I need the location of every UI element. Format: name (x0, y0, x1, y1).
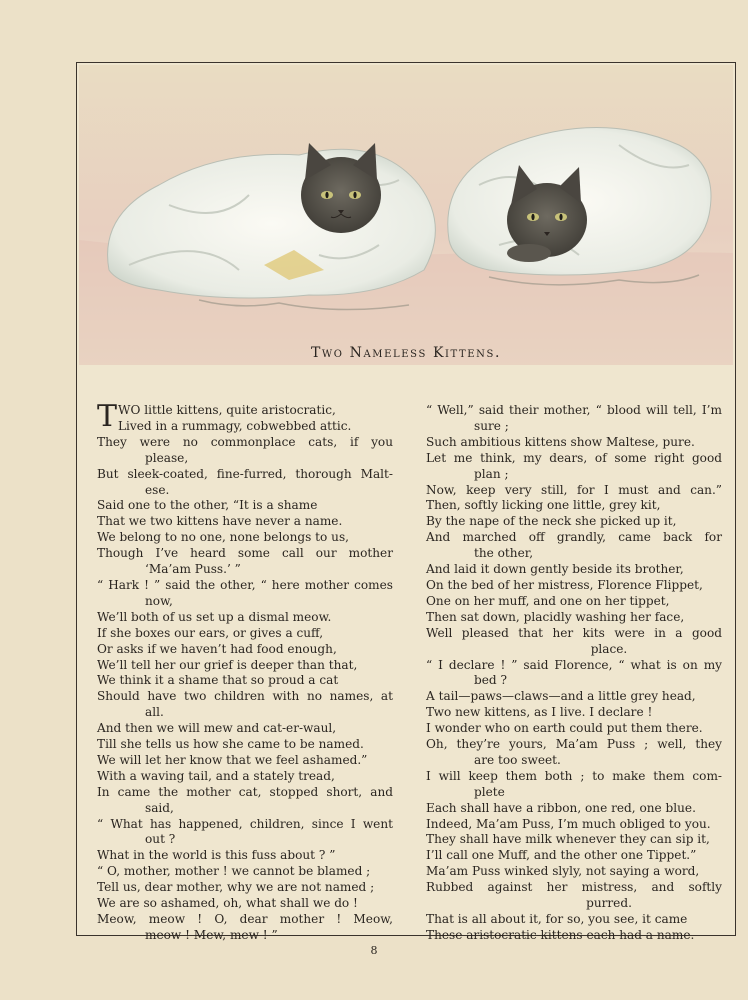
poem-line: all. (145, 705, 164, 720)
poem-line: Ma’am Puss winked slyly, not saying a word, (426, 864, 700, 879)
poem-line: meow ! Mew, mew ! ” (145, 927, 278, 942)
poem-line: sure ; (474, 418, 509, 433)
poem-line: bed ? (474, 673, 507, 688)
drop-cap: T (97, 399, 118, 434)
poem-line: “ What has happened, children, since I went (97, 816, 393, 831)
poem-line: And marched off grandly, came back for (426, 530, 722, 545)
poem-line: “ Well,” said their mother, “ blood will tell, I’m (426, 403, 722, 417)
poem-line: What in the world is this fuss about ? ” (97, 848, 336, 863)
poem-line: One on her muff, and one on her tippet, (426, 593, 670, 608)
poem-line: plete (474, 784, 505, 799)
poem-line: Well pleased that her kits were in a good (426, 625, 722, 640)
poem-line: Two new kittens, as I live. I declare ! (426, 705, 653, 720)
poem-line: Rubbed against her mistress, and softly (426, 880, 722, 895)
poem-line: A tail—paws—claws—and a little grey head, (426, 689, 696, 704)
poem-line: “ O, mother, mother ! we cannot be blamed ; (97, 864, 371, 879)
poem-line: Each shall have a ribbon, one red, one blue. (426, 800, 696, 815)
poem-line: “ I declare ! ” said Florence, “ what is on my (426, 657, 722, 672)
poem-line: And laid it down gently beside its brother, (426, 562, 684, 577)
poem-line: Let me think, my dears, of some right good (426, 450, 722, 465)
poem-line: We’ll both of us set up a dismal meow. (97, 609, 332, 624)
poem-line: ese. (145, 482, 170, 497)
poem-line: They were no commonplace cats, if you (97, 434, 393, 449)
poem-line: We will let her know that we feel ashamed.” (97, 752, 368, 767)
poem-line: These aristocratic kittens each had a name. (426, 927, 695, 942)
poem-line: We’ll tell her our grief is deeper than that, (97, 657, 358, 672)
poem-line: I’ll call one Muff, and the other one Tippet.” (426, 848, 697, 863)
poem-line: TWO little kittens, quite aristocratic, (97, 399, 336, 434)
poem-line: They shall have milk whenever they can sip it, (426, 832, 710, 847)
poem-line: With a waving tail, and a stately tread, (97, 768, 335, 783)
page-frame (76, 62, 736, 942)
poem-line: I will keep them both ; to make them com- (426, 768, 722, 783)
poem-line: place. (590, 641, 628, 656)
poem-line: are too sweet. (474, 752, 561, 767)
poem-line: We are so ashamed, oh, what shall we do ! (97, 896, 358, 911)
poem-line: now, (145, 593, 173, 608)
poem-line: In came the mother cat, stopped short, and (97, 784, 393, 799)
poem-line: the other, (474, 546, 534, 561)
poem-line: We think it a shame that so proud a cat (97, 673, 339, 688)
poem-line: Tell us, dear mother, why we are not named ; (97, 880, 375, 895)
poem-line: said, (145, 800, 174, 815)
poem-line: Now, keep very still, for I must and can.” (426, 482, 722, 497)
poem-line: Said one to the other, “It is a shame (97, 498, 318, 513)
poem-line: out ? (145, 832, 176, 847)
poem-line: please, (145, 450, 189, 465)
poem-line: And then we will mew and cat-er-waul, (97, 721, 337, 736)
poem-line: Then, softly licking one little, grey kit, (426, 498, 661, 513)
poem-line: Or asks if we haven’t had food enough, (97, 641, 337, 656)
poem-line: Such ambitious kittens show Maltese, pure. (426, 434, 695, 449)
poem-line: Should have two children with no names, at (97, 689, 393, 704)
poem-line: Till she tells us how she came to be named. (97, 737, 364, 752)
poem-line: If she boxes our ears, or gives a cuff, (97, 625, 324, 640)
poem-line: plan ; (474, 466, 509, 481)
poem-line: Meow, meow ! O, dear mother ! Meow, (97, 912, 393, 926)
poem-left-column (97, 399, 393, 944)
poem-line: On the bed of her mistress, Florence Flippet, (426, 577, 703, 592)
poem-line: purred. (586, 896, 632, 911)
kittens-illustration (79, 65, 733, 365)
poem-title: Two Nameless Kittens. (310, 345, 502, 361)
poem-line: Indeed, Ma’am Puss, I’m much obliged to you. (426, 816, 711, 831)
poem-line: Oh, they’re yours, Ma’am Puss ; well, they (426, 737, 722, 752)
poem-line: Then sat down, placidly washing her face, (426, 609, 685, 624)
page-number: 8 (370, 944, 378, 957)
poem-right-column (426, 403, 722, 944)
poem-line: Lived in a rummagy, cobwebbed attic. (118, 418, 352, 433)
poem-line: I wonder who on earth could put them there. (426, 721, 703, 736)
poem-line: That we two kittens have never a name. (97, 514, 343, 529)
poem-line: That is all about it, for so, you see, it came (426, 912, 688, 926)
poem-line: By the nape of the neck she picked up it, (426, 514, 677, 529)
poem-line: ‘Ma’am Puss.’ ” (145, 562, 241, 577)
poem-line: We belong to no one, none belongs to us, (97, 530, 349, 545)
poem-line: “ Hark ! ” said the other, “ here mother comes (97, 577, 393, 592)
poem-line: But sleek-coated, fine-furred, thorough Malt- (97, 466, 393, 481)
poem-line: Though I’ve heard some call our mother (97, 546, 393, 561)
